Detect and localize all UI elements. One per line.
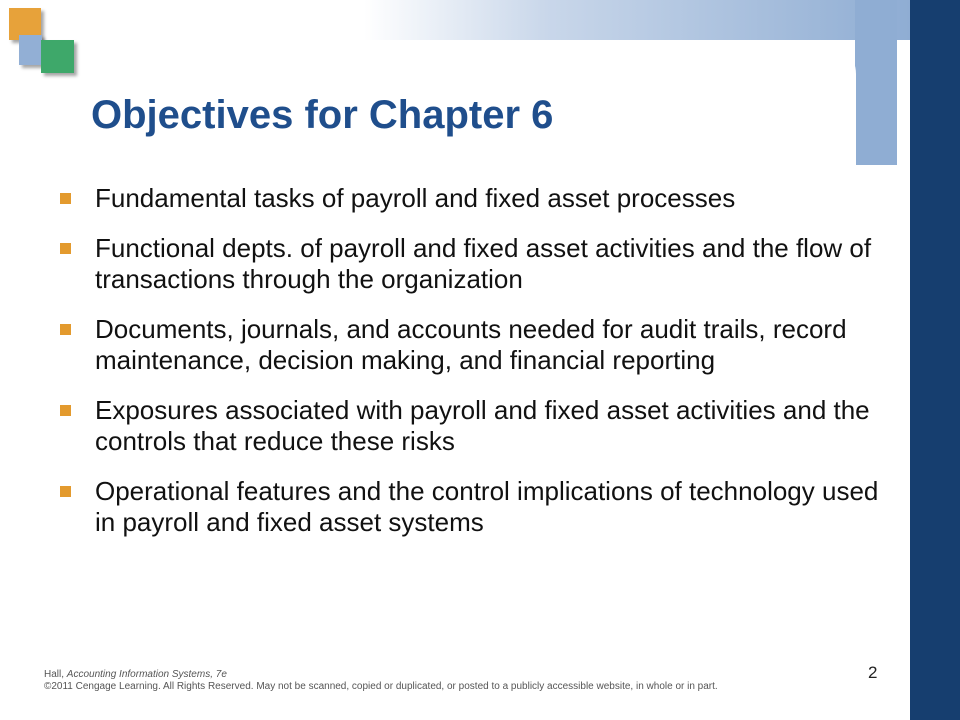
footer-author: Hall,	[44, 669, 67, 680]
footer-book-title: Accounting Information Systems, 7e	[66, 669, 227, 680]
bullet-text: Documents, journals, and accounts needed for audit trails, record maintenance, decision making, and financial reporting	[95, 314, 847, 375]
blue-square-decoration	[19, 35, 42, 65]
objectives-list	[60, 183, 900, 557]
bullet-text: Functional depts. of payroll and fixed asset activities and the flow of transactions through the organization	[95, 233, 872, 294]
navy-side-bar	[910, 0, 960, 720]
bullet-text: Operational features and the control implications of technology used in payroll and fixed asset systems	[95, 476, 879, 537]
bullet-marker-icon	[60, 486, 71, 497]
bullet-marker-icon	[60, 405, 71, 416]
bullet-marker-icon	[60, 193, 71, 204]
list-item	[60, 314, 900, 376]
right-accent-band	[855, 0, 897, 165]
page-number: 2	[868, 663, 878, 682]
bullet-text: Fundamental tasks of payroll and fixed asset processes	[95, 183, 736, 213]
slide-footer	[44, 669, 718, 693]
list-item	[60, 183, 900, 214]
bullet-marker-icon	[60, 324, 71, 335]
list-item	[60, 233, 900, 295]
bullet-text: Exposures associated with payroll and fixed asset activities and the controls that reduce these risks	[95, 395, 870, 456]
header-gradient-band	[0, 0, 910, 40]
footer-copyright: ©2011 Cengage Learning. All Rights Reserved. May not be scanned, copied or duplicated, or posted to a publicly accessible website, in whole or in part.	[44, 681, 718, 692]
green-square-decoration	[41, 40, 74, 73]
bullet-marker-icon	[60, 243, 71, 254]
list-item	[60, 395, 900, 457]
slide-title: Objectives for Chapter 6	[91, 93, 554, 137]
list-item	[60, 476, 900, 538]
footer-citation	[44, 669, 718, 681]
